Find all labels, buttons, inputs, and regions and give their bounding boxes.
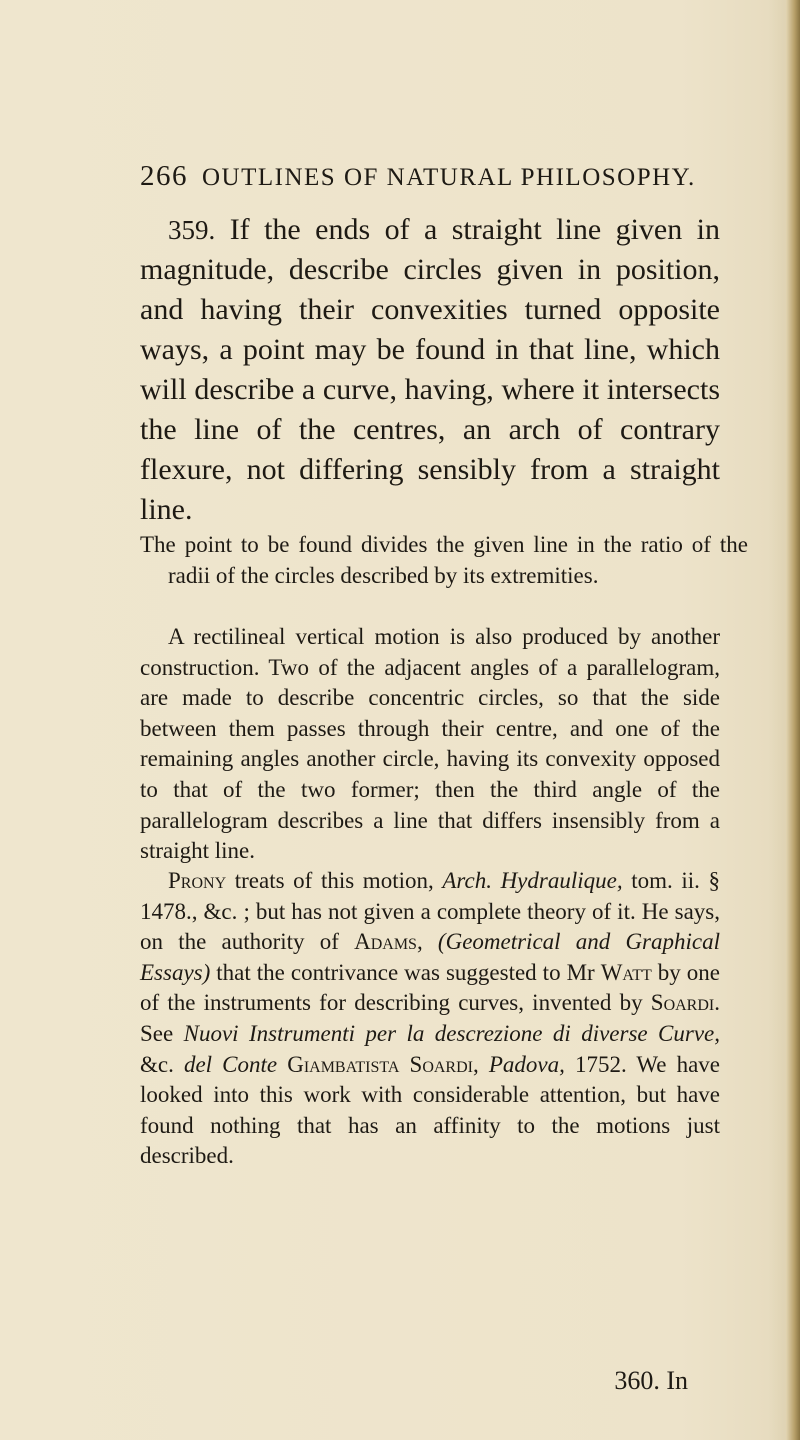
page-number: 266 [140, 160, 188, 192]
running-title: OUTLINES OF NATURAL PHILOSOPHY. [202, 164, 696, 191]
note-point-ratio: The point to be found divides the given line in the ratio of the radii of the circles described by its extremities. [140, 532, 748, 588]
catchword: 360. In [614, 1366, 688, 1395]
note-prony-reference: Prony treats of this motion, Arch. Hydraulique, tom. ii. § 1478., &c. ; but has not given a complete theory of it. He says, on the authority of Adams, (Geometrical and Graphical Essays) that the contrivance was suggested to Mr Watt by one of the instruments for describing curves, invented by Soardi. See Nuovi Instrumenti per la descrezione di diverse Curve, &c. del Conte Giambatista Soardi, Padova, 1752. We have looked into this work with considerable attention, but have found nothing that has an affinity to the motions just described. [140, 868, 720, 1169]
work-title-arch-hydraulique: Arch. Hydraulique, [442, 868, 623, 893]
work-title-nuovi-instrumenti: Nuovi Instrumenti per la descrezione di diverse Curve, [183, 1020, 720, 1046]
note-parallelogram: A rectilineal vertical motion is also produced by another construction. Two of the adjacent angles of a parallelogram, are made to describe concentric circles, so that the side between them passes through their centre, and one of the remaining angles another circle, having its convexity opposed to that of the two former; then the third angle of the parallelogram describes a line that differs insensibly from a straight line. [140, 624, 720, 864]
author-adams: Adams, [354, 929, 423, 955]
name-giambatista-soardi: Giambatista Soardi, [287, 1051, 479, 1077]
page-edge-binding [786, 0, 800, 1440]
running-header [140, 160, 720, 193]
paragraph-359 [140, 210, 720, 530]
paragraph-text: If the ends of a straight line given in magnitude, describe circles given in position, and having their convexities turned opposite ways, a point may be found in that line, which will describe a curve, having, where it intersects the line of the centres, an arch of contrary flexure, not differing sensibly from a straight line. [140, 213, 721, 526]
place-padova: Padova, [488, 1051, 565, 1077]
name-watt: Watt [600, 959, 652, 985]
author-prony: Prony [168, 868, 227, 893]
work-title-geometrical-essays: (Geometrical and Graphical Essays) [140, 929, 720, 985]
paragraph-number: 359. [168, 215, 216, 245]
author-soardi: Soardi. [650, 990, 720, 1016]
del-conte: del Conte [183, 1051, 278, 1077]
